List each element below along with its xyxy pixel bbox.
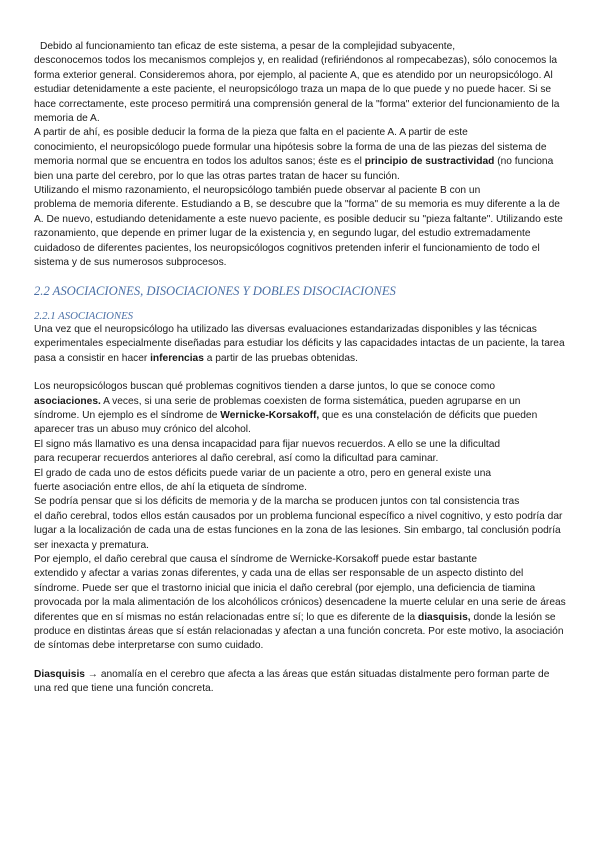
paragraph-first-line: Debido al funcionamiento tan eficaz de este sistema, a pesar de la complejidad subyacente, <box>40 41 456 52</box>
section-heading: 2.2 ASOCIACIONES, DISOCIACIONES Y DOBLES DISOCIACIONES <box>34 283 396 298</box>
paragraph-body-end: donde la lesión se produce en distintas áreas que sí están relacionadas y afectan a una función concreta. Por este motivo, la asociación de síntomas debe interpretarse con sumo cuidado. <box>34 611 564 652</box>
spacer <box>34 654 568 668</box>
paragraph-grado <box>34 467 568 496</box>
term-wernicke-korsakoff: Wernicke-Korsakoff, <box>220 409 320 421</box>
paragraph-sustractividad <box>34 126 568 184</box>
paragraph-body: Una vez que el neuropsicólogo ha utilizado las diversas evaluaciones estandarizadas disponibles y las técnicas experimentales especialmente diseñadas para estudiar los déficits y las capacidades intactas de un paciente, la tarea pasa a consistir en hacer <box>34 323 565 364</box>
paragraph-first-line: El signo más llamativo es una densa incapacidad para fijar nuevos recuerdos. A ello se une la dificultad <box>34 438 501 450</box>
paragraph-localizacion <box>34 495 568 553</box>
paragraph-first-line: Los neuropsicólogos buscan qué problemas cognitivos tienden a darse juntos, lo que se conoce como <box>34 381 495 393</box>
paragraph-inferencias <box>34 323 568 366</box>
term-diasquisis: diasquisis, <box>417 611 471 623</box>
definition-term: Diasquisis <box>34 668 85 680</box>
definition-text: anomalía en el cerebro que afecta a las áreas que están situadas distalmente pero forman parte de una red que tiene una función concreta. <box>34 668 550 695</box>
paragraph-body: extendido y afectar a varias zonas diferentes, y cada una de ellas ser responsable de un aspecto distinto del síndrome. Puede ser que el trastorno inicial que inicia el daño cerebral (por ejemplo, una deficiencia de tiamina provocada por la mala alimentación de los alcohólicos crónicos) desencadene la muerte celular en una serie de áreas diferentes que en sí mismas no están relacionadas entre sí; lo que es diferente de la <box>34 568 566 623</box>
term-principio-sustractividad: principio de sustractividad <box>364 156 495 168</box>
paragraph-body: el daño cerebral, todos ellos están causados por un problema funcional específico a nivel cognitivo, y esto podría dar lugar a la localización de cada una de estas funciones en la zona de las lesiones. Sin embargo, tal conclusión podría ser inexacta y prematura. <box>34 510 563 551</box>
paragraph-body-end: a partir de las pruebas obtenidas. <box>203 352 358 364</box>
paragraph-body-end: (no funciona bien una parte del cerebro, por lo que las otras partes tratan de hacer su función. <box>34 156 554 182</box>
arrow-icon: → <box>84 668 101 680</box>
paragraph-body: problema de memoria diferente. Estudiando a B, se descubre que la "forma" de su memoria es muy diferente a la de A. De nuevo, estudiando detenidamente a este nuevo paciente, es posible deducir su "pieza faltante". Utilizando este razonamiento, que depende en primer lugar de la existencia y, en segundo lugar, del estudio extremadamente cuidadoso de diferentes pacientes, los neuropsicólogos cognitivos pretenden inferir el funcionamiento de todo el sistema y de sus numerosos subprocesos. <box>34 199 563 269</box>
paragraph-first-line: El grado de cada uno de estos déficits puede variar de un paciente a otro, pero en general existe una <box>34 467 492 479</box>
paragraph-patient-b <box>34 184 568 270</box>
paragraph-intro <box>34 40 568 126</box>
paragraph-first-line: Se podría pensar que si los déficits de memoria y de la marcha se producen juntos con tal consistencia tras <box>34 496 520 508</box>
paragraph-first-line: Utilizando el mismo razonamiento, el neuropsicólogo también puede observar al paciente B con un <box>34 185 481 197</box>
paragraph-asociaciones <box>34 380 568 438</box>
paragraph-first-line: Por ejemplo, el daño cerebral que causa el síndrome de Wernicke-Korsakoff puede estar bastante <box>34 554 478 565</box>
paragraph-body: conocimiento, el neuropsicólogo puede formular una hipótesis sobre la forma de una de las piezas del sistema de memoria normal que se encuentra en todos los adultos sanos; éste es el <box>34 141 547 168</box>
paragraph-body: para recuperar recuerdos anteriores al daño cerebral, así como la dificultad para caminar. <box>34 453 439 465</box>
document-page <box>34 40 568 697</box>
subsection-heading: 2.2.1 ASOCIACIONES <box>34 309 134 322</box>
paragraph-first-line: A partir de ahí, es posible deducir la forma de la pieza que falta en el paciente A. A partir de este <box>34 127 468 139</box>
paragraph-body: desconocemos todos los mecanismos complejos y, en realidad (refiriéndonos al rompecabezas), sólo conocemos la forma exterior general. Consideremos ahora, por ejemplo, al paciente A, que es atendido por un neuropsicólogo. Al estudiar detenidamente a este paciente, el neuropsicólogo traza un mapa de lo que puede y no puede hacer. Si se hace correctamente, este proceso permitirá una comprensión general de la "forma" exterior del funcionamiento de la memoria de A. <box>34 55 560 125</box>
spacer <box>34 366 568 380</box>
paragraph-diasquisis <box>34 553 568 654</box>
paragraph-body: fuerte asociación entre ellos, de ahí la etiqueta de síndrome. <box>34 481 307 493</box>
term-inferencias: inferencias <box>150 352 204 364</box>
paragraph-body-end: que es una constelación de déficits que pueden aparecer tras un abuso muy crónico del alcohol. <box>34 409 538 436</box>
term-asociaciones: asociaciones. <box>34 395 101 407</box>
definition-diasquisis <box>34 668 568 697</box>
paragraph-signo <box>34 438 568 467</box>
paragraph-body: A veces, si una serie de problemas coexisten de forma sistemática, pueden agruparse en un síndrome. Un ejemplo es el síndrome de <box>34 395 521 421</box>
